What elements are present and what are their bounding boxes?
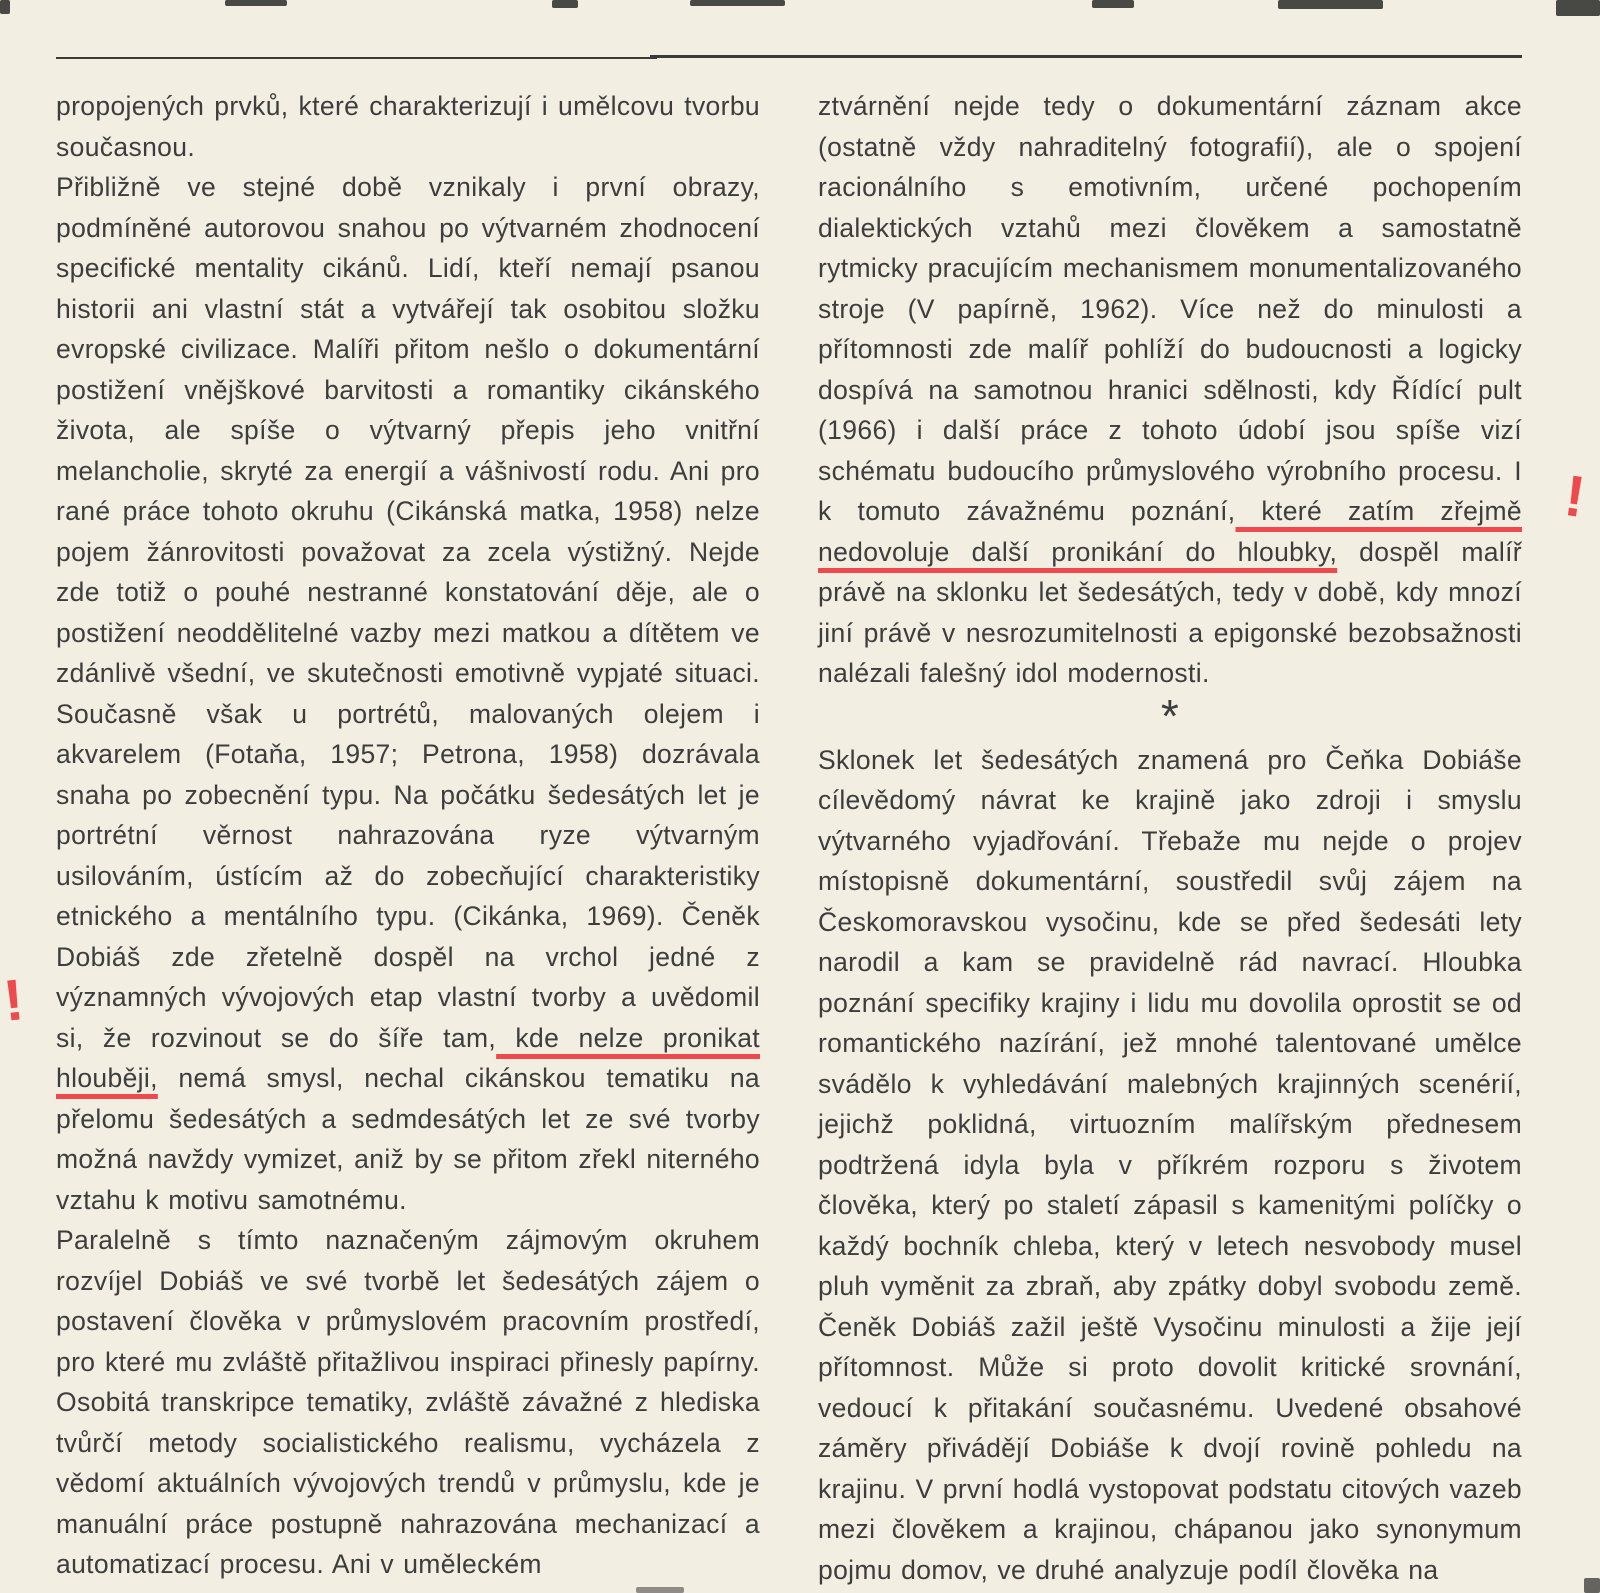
left-column [56,86,760,1583]
paragraph [56,167,760,1220]
right-column-top-block [818,86,1522,694]
scan-artifact [552,0,578,8]
body-text: Přibližně ve stejné době vznikaly i první obrazy, podmíněné autorovou snahou po výtvarném zhodnocení specifické mentality cikánů. Lidí, kteří nemají psanou historii ani vlastní stát a vytvářejí tak osobitou složku evropské civilizace. Malíři přitom nešlo o dokumentární postižení vnějškové barvitosti a romantiky cikánského života, ale spíše o výtvarný přepis jeho vnitřní melancholie, skryté za energií a vášnivostí rodu. Ani pro rané práce tohoto okruhu (Cikánská matka, 1958) nelze pojem žánrovitosti považovat za zcela výstižný. Nejde zde totiž o pouhé nestranné konstatování děje, ale o postižení neoddělitelné vazby mezi matkou a dítětem ve zdánlivě všední, ve skutečnosti emotivně vypjaté situaci. Současně však u portrétů, malovaných olejem i akvarelem (Fotaňa, 1957; Petrona, 1958) dozrávala snaha po zobecnění typu. Na počátku šedesátých let je portrétní věrnost nahrazována ryze výtvarným usilováním, ústícím až do zobecňující charakteristiky etnického a mentálního typu. (Cikánka, 1969). Čeněk Dobiáš zde zřetelně dospěl na vrchol jedné z významných vývojových etap vlastní tvorby a uvědomil si, že rozvinout se do šíře tam, [56,172,760,1053]
right-column-bottom-block [818,740,1522,1591]
red-underlined-text: kde nelze pronikat hlouběji, [56,1022,760,1093]
scan-artifact [690,0,785,6]
scan-artifact [636,1587,684,1593]
body-text: Sklonek let šedesátých znamená pro Čeňka Dobiáše cílevědomý návrat ke krajině jako zdroji i smyslu výtvarného vyjadřování. Třebaže mu nejde o projev místopisně dokumentární, soustředil svůj zájem na Českomoravskou vysočinu, kde se před šedesáti lety narodil a kam se pravidelně rád navrací. Hloubka poznání specifiky krajiny i lidu mu dovolila oprostit se od romantického nazírání, jež mnohé talentované umělce svádělo k vyhledávání malebných krajinných scenérií, jejichž poklidná, virtuozním malířským přednesem podtržená idyla byla v příkrém rozporu s životem člověka, který po staletí zápasil s kamenitými políčky o každý bochník chleba, který v letech nesvobody musel pluh vyměnit za zbraň, aby zpátky dobyl svobodu země. Čeněk Dobiáš zažil ještě Vysočinu minulosti a žije její přítomnost. Může si proto dovolit kritické srovnání, vedoucí k přitakání současnému. Uvedené obsahové záměry přivádějí Dobiáše k dvojí rovině pohledu na krajinu. V první hodlá vystopovat podstatu citových vazeb mezi člověkem a krajinou, chápanou jako synonymum pojmu domov, ve druhé analyzuje podíl člověka na [818,744,1522,1585]
text-columns [56,86,1522,1583]
body-text: ztvárnění nejde tedy o dokumentární záznam akce (ostatně vždy nahraditelný fotografií), ale o spojení racionálního s emotivním, určené pochopením dialektických vztahů mezi člověkem a samostatně rytmicky pracujícím mechanismem monumentalizovaného stroje (V papírně, 1962). Více než do minulosti a přítomnosti zde malíř pohlíží do budoucnosti a logicky dospívá na samotnou hranici sdělnosti, kdy Řídící pult (1966) i další práce z tohoto údobí jsou spíše vizí schématu budoucího průmyslového výrobního procesu. I k tomuto závažnému poznání, [818,91,1522,526]
scan-artifact [225,0,287,6]
body-text: propojených prvků, které charakterizují i umělcovu tvorbu současnou. [56,91,760,162]
scan-artifact [1584,1578,1600,1593]
paragraph [56,1220,760,1585]
scan-artifact [0,0,10,14]
body-text: nemá smysl, nechal cikánskou tematiku na přelomu šedesátých a sedmdesátých let ze své tvorby možná navždy vymizet, aniž by se přitom zřekl niterného vztahu k motivu samotnému. [56,1063,760,1215]
red-exclamation-right: ! [1560,462,1589,531]
paragraph [818,86,1522,694]
top-rule-left-segment [56,57,657,60]
top-rule-right-segment [650,55,1522,58]
paragraph [56,86,760,167]
right-column [818,86,1522,1583]
scan-artifact [1278,0,1383,9]
asterisk-separator: * [1160,689,1180,742]
red-underlined-text: které zatím zřejmě nedovoluje další pronikání do hloubky, [818,496,1522,567]
body-text: Paralelně s tímto naznačeným zájmovým okruhem rozvíjel Dobiáš ve své tvorbě let šedesátých zájem o postavení člověka v průmyslovém pracovním prostředí, pro které mu zvláště přitažlivou inspiraci přinesly papírny. Osobitá transkripce tematiky, zvláště závažné z hlediska tvůrčí metody socialistického realismu, vycházela z vědomí aktuálních vývojových trendů v průmyslu, kde je manuální práce postupně nahrazována mechanizací a automatizací procesu. Ani v uměleckém [56,1225,760,1579]
body-text: dospěl malíř právě na sklonku let šedesátých, tedy v době, kdy mnozí jiní právě v nesrozumitelnosti a epigonské bezobsažnosti nalézali falešný idol modernosti. [818,536,1522,688]
red-exclamation-left: ! [0,967,27,1034]
scan-artifact [1556,0,1600,16]
top-rule [56,55,1522,60]
paragraph [818,740,1522,1591]
scan-artifact [1092,0,1134,8]
